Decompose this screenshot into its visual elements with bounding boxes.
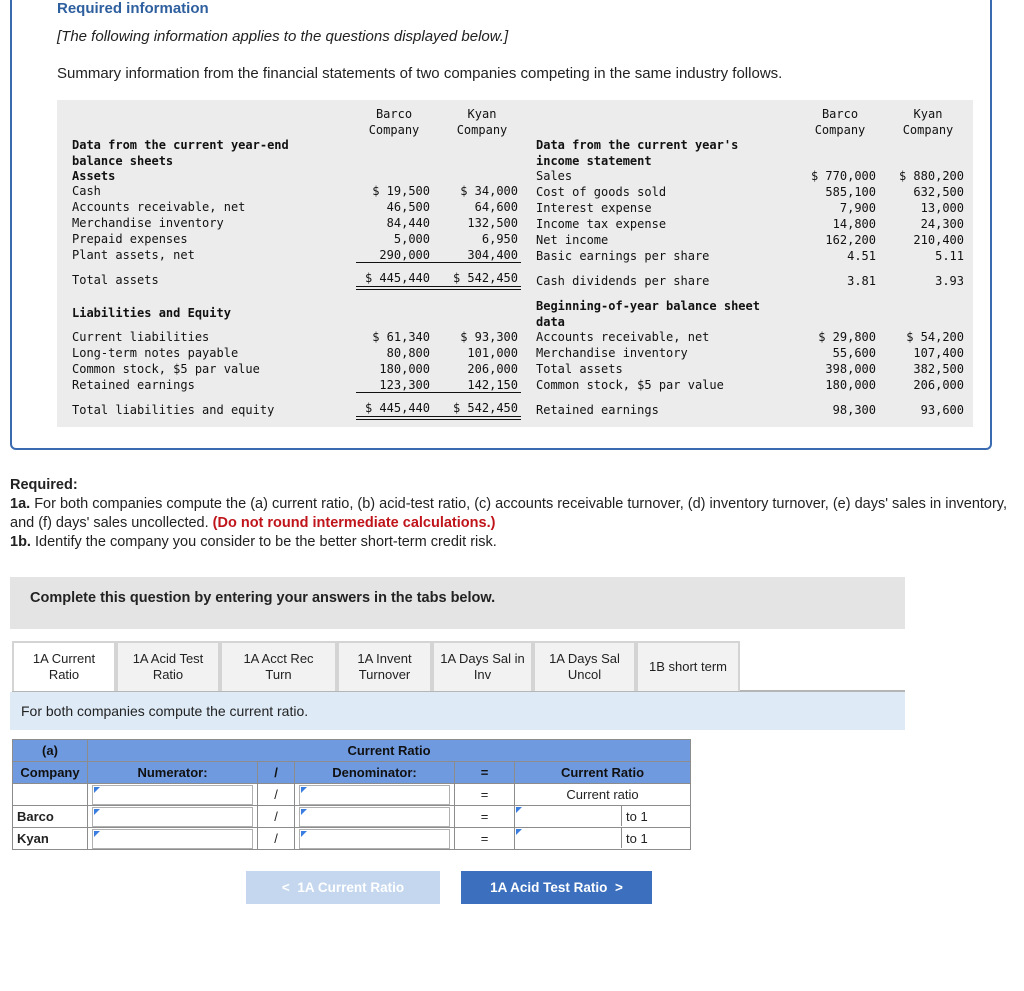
col-barco-left: Barco Company	[368, 107, 420, 137]
barco-result-input[interactable]	[515, 806, 622, 826]
intro-summary: Summary information from the financial statements of two companies competing in the same industry follows.	[57, 65, 783, 82]
to1-label: to 1	[626, 809, 648, 824]
income-label: Cost of goods sold	[536, 185, 667, 199]
required-block	[10, 476, 1010, 552]
kyan-result-cell	[515, 828, 691, 850]
grid-title: Current Ratio	[88, 740, 691, 762]
equals-header: =	[455, 762, 515, 784]
total-liab-barco: $ 445,440	[364, 401, 430, 415]
income-kyan-value: 632,500	[913, 185, 964, 199]
kyan-numerator-input[interactable]	[92, 829, 253, 849]
balance-sheet-title: Data from the current year-end balance sheets	[72, 138, 289, 168]
question-1a: 1a. For both companies compute the (a) current ratio, (b) acid-test ratio, (c) accounts receivable turnover, (d) inventory turnover, (e) days' sales in inventory, and (f) days' sales uncollected. (Do not round intermediate calculations.)	[10, 496, 1008, 531]
liability-barco-value: 180,000	[379, 362, 430, 376]
asset-kyan-value: 304,400	[467, 248, 518, 262]
kyan-denominator-input[interactable]	[299, 829, 450, 849]
required-info-heading: Required information	[57, 0, 209, 17]
income-label: Interest expense	[536, 201, 652, 215]
tab-1[interactable]: 1A Acid Test Ratio	[116, 641, 220, 691]
income-label: Basic earnings per share	[536, 249, 710, 263]
total-liab-kyan: $ 542,450	[452, 401, 518, 415]
income-barco-value: $ 770,000	[810, 169, 876, 183]
asset-label: Cash	[72, 184, 101, 198]
barco-result-cell	[515, 806, 691, 828]
barco-numerator-cell	[88, 806, 258, 828]
kyan-numerator-cell	[88, 828, 258, 850]
boy-barco-value: $ 29,800	[818, 330, 876, 344]
total-assets-barco: $ 445,440	[364, 271, 430, 285]
income-kyan-value: 210,400	[913, 233, 964, 247]
tab-5[interactable]: 1A Days Sal Uncol	[533, 641, 636, 691]
total-assets-double-2	[356, 289, 521, 290]
total-assets-kyan: $ 542,450	[452, 271, 518, 285]
income-label: Sales	[536, 169, 573, 183]
row-barco-label: Barco	[13, 806, 88, 828]
total-assets-double-1	[356, 286, 521, 287]
asset-label: Prepaid expenses	[72, 232, 188, 246]
slash-cell: /	[258, 828, 295, 850]
dividends-label: Cash dividends per share	[536, 274, 710, 288]
income-kyan-value: 13,000	[920, 201, 964, 215]
income-kyan-value: 24,300	[920, 217, 964, 231]
dividends-barco: 3.81	[847, 274, 876, 288]
liability-label: Current liabilities	[72, 330, 210, 344]
liability-kyan-value: 206,000	[467, 362, 518, 376]
tab-4[interactable]: 1A Days Sal in Inv	[432, 641, 533, 691]
financial-data-panel	[57, 100, 973, 427]
total-liab-label: Total liabilities and equity	[72, 403, 275, 417]
to1-label: to 1	[626, 831, 648, 846]
equals-cell: =	[455, 828, 515, 850]
boy-kyan-value: 382,500	[913, 362, 964, 376]
slash-header: /	[258, 762, 295, 784]
boy-re-barco: 98,300	[832, 403, 876, 417]
equals-cell: =	[455, 784, 515, 806]
tab-6[interactable]: 1B short term	[636, 641, 740, 691]
income-label: Net income	[536, 233, 609, 247]
boy-title: Beginning-of-year balance sheet data	[536, 299, 760, 329]
total-liab-double-1	[356, 416, 521, 417]
slash-cell: /	[258, 784, 295, 806]
asset-label: Merchandise inventory	[72, 216, 224, 230]
income-barco-value: 7,900	[839, 201, 876, 215]
asset-kyan-value: 132,500	[467, 216, 518, 230]
income-barco-value: 14,800	[832, 217, 876, 231]
liability-label: Long-term notes payable	[72, 346, 239, 360]
asset-barco-value: $ 19,500	[372, 184, 430, 198]
liability-barco-value: 80,800	[386, 346, 430, 360]
boy-label: Merchandise inventory	[536, 346, 688, 360]
barco-denominator-cell	[295, 806, 455, 828]
liabilities-underline	[356, 392, 521, 393]
current-ratio-grid	[12, 739, 691, 850]
prev-tab-button[interactable]: < 1A Current Ratio	[246, 871, 440, 904]
asset-barco-value: 46,500	[386, 200, 430, 214]
equals-cell: =	[455, 806, 515, 828]
boy-label: Accounts receivable, net	[536, 330, 710, 344]
income-barco-value: 162,200	[825, 233, 876, 247]
boy-label: Common stock, $5 par value	[536, 378, 724, 392]
income-statement-title: Data from the current year's income statement	[536, 138, 739, 168]
result-header: Current Ratio	[515, 762, 691, 784]
result-subheader: Current ratio	[515, 784, 691, 806]
liability-barco-value: $ 61,340	[372, 330, 430, 344]
barco-numerator-input[interactable]	[92, 807, 253, 827]
tab-0[interactable]: 1A Current Ratio	[12, 641, 116, 691]
total-assets-label: Total assets	[72, 273, 159, 287]
col-barco-right: Barco Company	[814, 107, 866, 137]
assets-underline	[356, 262, 521, 263]
liability-label: Common stock, $5 par value	[72, 362, 260, 376]
slash-cell: /	[258, 806, 295, 828]
question-1b: 1b. Identify the company you consider to be the better short-term credit risk.	[10, 534, 497, 550]
kyan-denominator-cell	[295, 828, 455, 850]
asset-barco-value: 290,000	[379, 248, 430, 262]
liability-kyan-value: 101,000	[467, 346, 518, 360]
denominator-label-input[interactable]	[299, 785, 450, 805]
asset-label: Plant assets, net	[72, 248, 195, 262]
income-kyan-value: $ 880,200	[898, 169, 964, 183]
col-kyan-left: Kyan Company	[456, 107, 508, 137]
instruction-bar: For both companies compute the current ratio.	[10, 692, 905, 730]
boy-kyan-value: $ 54,200	[906, 330, 964, 344]
tab-2[interactable]: 1A Acct Rec Turn	[220, 641, 337, 691]
income-label: Income tax expense	[536, 217, 667, 231]
boy-barco-value: 55,600	[832, 346, 876, 360]
asset-kyan-value: 6,950	[481, 232, 518, 246]
kyan-result-input[interactable]	[515, 828, 622, 848]
boy-barco-value: 180,000	[825, 378, 876, 392]
total-liab-double-2	[356, 419, 521, 420]
boy-kyan-value: 107,400	[913, 346, 964, 360]
next-tab-button[interactable]: 1A Acid Test Ratio >	[461, 871, 652, 904]
denominator-header: Denominator:	[295, 762, 455, 784]
boy-barco-value: 398,000	[825, 362, 876, 376]
liability-kyan-value: $ 93,300	[460, 330, 518, 344]
asset-label: Accounts receivable, net	[72, 200, 246, 214]
row-kyan-label: Kyan	[13, 828, 88, 850]
numerator-header: Numerator:	[88, 762, 258, 784]
company-header: Company	[13, 762, 88, 784]
asset-barco-value: 5,000	[393, 232, 430, 246]
col-kyan-right: Kyan Company	[902, 107, 954, 137]
income-barco-value: 585,100	[825, 185, 876, 199]
denominator-label-cell	[295, 784, 455, 806]
liabilities-heading: Liabilities and Equity	[72, 306, 231, 320]
boy-re-label: Retained earnings	[536, 403, 659, 417]
barco-denominator-input[interactable]	[299, 807, 450, 827]
dividends-kyan: 3.93	[935, 274, 964, 288]
asset-kyan-value: $ 34,000	[460, 184, 518, 198]
numerator-label-cell	[88, 784, 258, 806]
income-barco-value: 4.51	[847, 249, 876, 263]
a-label: (a)	[13, 740, 88, 762]
assets-heading: Assets	[72, 169, 116, 183]
blank-company-cell	[13, 784, 88, 806]
required-title: Required:	[10, 477, 78, 493]
asset-kyan-value: 64,600	[474, 200, 518, 214]
complete-banner: Complete this question by entering your answers in the tabs below.	[10, 577, 905, 629]
numerator-label-input[interactable]	[92, 785, 253, 805]
asset-barco-value: 84,440	[386, 216, 430, 230]
income-kyan-value: 5.11	[935, 249, 964, 263]
tab-3[interactable]: 1A Invent Turnover	[337, 641, 432, 691]
intro-note: [The following information applies to the questions displayed below.]	[57, 28, 509, 45]
liability-label: Retained earnings	[72, 378, 195, 392]
liability-barco-value: 123,300	[379, 378, 430, 392]
boy-re-kyan: 93,600	[920, 403, 964, 417]
boy-label: Total assets	[536, 362, 623, 376]
boy-kyan-value: 206,000	[913, 378, 964, 392]
liability-kyan-value: 142,150	[467, 378, 518, 392]
